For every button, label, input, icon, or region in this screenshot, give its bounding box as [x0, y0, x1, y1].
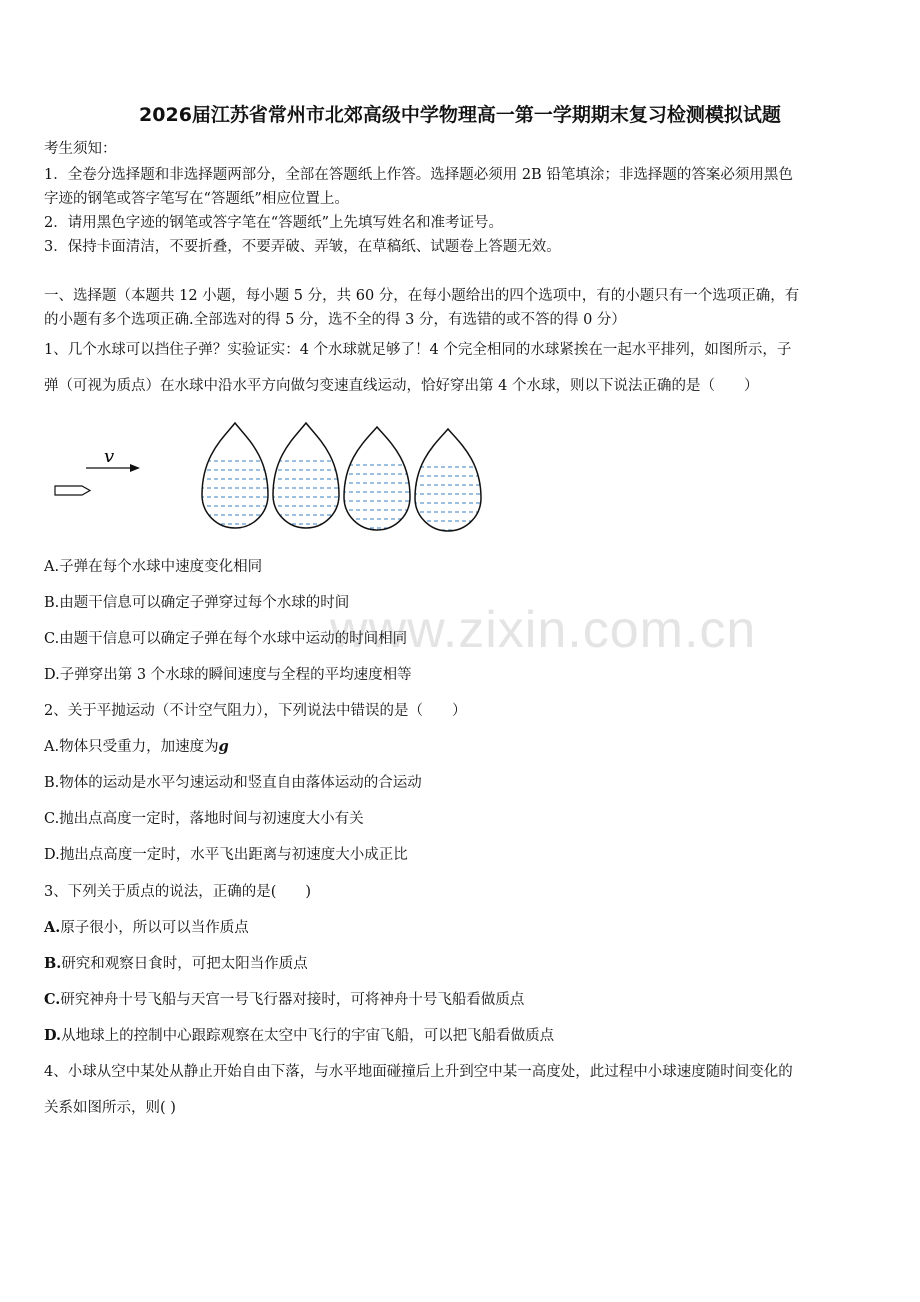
question-3-option-d [44, 1024, 554, 1045]
bullet-icon [55, 486, 90, 495]
water-ball-4 [413, 429, 485, 531]
option-text: 原子很小，所以可以当作质点 [60, 920, 249, 936]
option-text: 从地球上的控制中心跟踪观察在太空中飞行的宇宙飞船，可以把飞船看做质点 [61, 1028, 555, 1044]
question-3-option-a [44, 916, 249, 937]
question-4-stem-line-1: 4、小球从空中某处从静止开始自由下落，与水平地面碰撞后上升到空中某一高度处，此过程中小球速度随时间变化的 [44, 1064, 793, 1080]
question-1-stem-line-2: 弹（可视为质点）在水球中沿水平方向做匀变速直线运动，恰好穿出第 4 个水球，则以下说法正确的是（ ） [44, 378, 759, 394]
question-3-option-b [44, 952, 308, 973]
section-heading-line-2: 的小题有多个选项正确.全部选对的得 5 分，选不全的得 3 分，有选错的或不答的得 0 分） [44, 312, 626, 328]
notice-item-1-line-1: 1．全卷分选择题和非选择题两部分，全部在答题纸上作答。选择题必须用 2B 铅笔填涂；非选择题的答案必须用黑色 [44, 167, 793, 183]
question-2-option-a-text: A.物体只受重力，加速度为 [44, 739, 219, 755]
question-2-option-c: C.抛出点高度一定时，落地时间与初速度大小有关 [44, 811, 364, 827]
question-3-option-c [44, 988, 524, 1009]
question-4-stem-line-2: 关系如图所示，则( ) [44, 1100, 176, 1116]
option-letter: B. [44, 955, 62, 972]
question-2-stem: 2、关于平抛运动（不计空气阻力），下列说法中错误的是（ ） [44, 703, 467, 719]
question-2-option-a [44, 735, 229, 756]
water-balls-diagram [50, 420, 500, 540]
notice-heading: 考生须知： [44, 141, 117, 157]
question-1-option-b: B.由题干信息可以确定子弹穿过每个水球的时间 [44, 595, 350, 611]
notice-item-3: 3．保持卡面清洁，不要折叠，不要弄破、弄皱，在草稿纸、试题卷上答题无效。 [44, 239, 561, 255]
water-ball-2 [271, 423, 343, 528]
water-balls-figure [50, 420, 500, 544]
velocity-arrowhead [130, 464, 140, 472]
water-ball-1 [200, 423, 272, 528]
question-1-stem-line-1: 1、几个水球可以挡住子弹？实验证实：4 个水球就足够了！4 个完全相同的水球紧挨在一起水平排列，如图所示，子 [44, 342, 792, 358]
velocity-label: v [104, 446, 115, 467]
option-text: 研究和观察日食时，可把太阳当作质点 [61, 956, 308, 972]
option-letter: A. [44, 919, 61, 936]
watermark: www.zixin.com.cn [330, 601, 757, 659]
option-letter: D. [44, 1027, 62, 1044]
section-heading-line-1: 一、选择题（本题共 12 小题，每小题 5 分，共 60 分，在每小题给出的四个选项中，有的小题只有一个选项正确，有 [44, 288, 800, 304]
gravity-symbol: g [218, 738, 229, 755]
notice-item-2: 2．请用黑色字迹的钢笔或答字笔在“答题纸”上先填写姓名和准考证号。 [44, 215, 504, 231]
water-ball-3 [342, 427, 414, 530]
question-1-option-a: A.子弹在每个水球中速度变化相同 [44, 559, 263, 575]
option-letter: C. [44, 991, 61, 1008]
question-2-option-b: B.物体的运动是水平匀速运动和竖直自由落体运动的合运动 [44, 775, 422, 791]
question-1-option-d: D.子弹穿出第 3 个水球的瞬间速度与全程的平均速度相等 [44, 667, 412, 683]
question-1-option-c: C.由题干信息可以确定子弹在每个水球中运动的时间相同 [44, 631, 408, 647]
page-title: 2026届江苏省常州市北郊高级中学物理高一第一学期期末复习检测模拟试题 [139, 104, 781, 126]
option-text: 研究神舟十号飞船与天宫一号飞行器对接时，可将神舟十号飞船看做质点 [60, 992, 525, 1008]
question-3-stem: 3、下列关于质点的说法，正确的是( ) [44, 884, 312, 900]
question-2-option-d: D.抛出点高度一定时，水平飞出距离与初速度大小成正比 [44, 847, 408, 863]
notice-item-1-line-2: 字迹的钢笔或答字笔写在“答题纸”相应位置上。 [44, 191, 349, 207]
